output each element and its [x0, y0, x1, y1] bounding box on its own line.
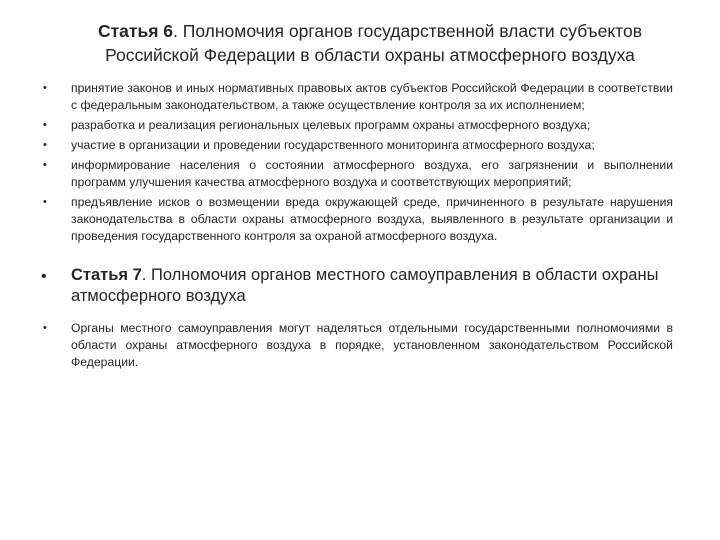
list-item-text: Органы местного самоуправления могут наделяться отдельными государственными полномочиями в области охраны атмосферного воздуха в порядке, установленном законодательством Российской Федерации. — [71, 321, 673, 369]
list-item-text: участие в организации и проведении государственного мониторинга атмосферного воздуха; — [71, 138, 595, 152]
bullet-icon: • — [43, 159, 47, 171]
bullet-icon: • — [43, 322, 47, 334]
list-item-text: принятие законов и иных нормативных правовых актов субъектов Российской Федерации в соответствии с федеральным законодательством, а также осуществление контроля за их исполнением; — [71, 81, 673, 112]
article-7-heading — [0, 265, 673, 307]
list-item — [0, 194, 673, 245]
list-item — [0, 117, 673, 134]
bullet-icon: • — [43, 196, 47, 208]
article-6-number: Статья 6 — [97, 21, 174, 41]
bullet-icon: • — [43, 82, 47, 94]
list-item — [0, 137, 673, 154]
bullet-icon: • — [43, 119, 47, 131]
bullet-icon: • — [41, 268, 47, 285]
list-item-text: предъявление исков о возмещении вреда окружающей среде, причиненного в результате нарушения законодательства в области охраны атмосферного воздуха, выявленного в результате организации и проведения государственного контроля за охраной атмосферного воздуха. — [71, 195, 673, 243]
slide-title — [70, 19, 670, 67]
list-item-text: разработка и реализация региональных целевых программ охраны атмосферного воздуха; — [71, 118, 591, 132]
bullet-list — [0, 80, 720, 374]
article-6-title-text: . Полномочия органов государственной власти субъектов Российской Федерации в области охраны атмосферного воздуха — [105, 21, 643, 65]
list-item — [0, 320, 673, 371]
bullet-icon: • — [43, 139, 47, 151]
article-7-number: Статья 7 — [71, 266, 142, 284]
list-item-text: информирование населения о состоянии атмосферного воздуха, его загрязнении и выполнении программ улучшения качества атмосферного воздуха и соответствующих мероприятий; — [71, 158, 673, 189]
list-item — [0, 80, 673, 114]
article-7-title-text: . Полномочия органов местного самоуправления в области охраны атмосферного воздуха — [71, 266, 659, 305]
list-item — [0, 157, 673, 191]
